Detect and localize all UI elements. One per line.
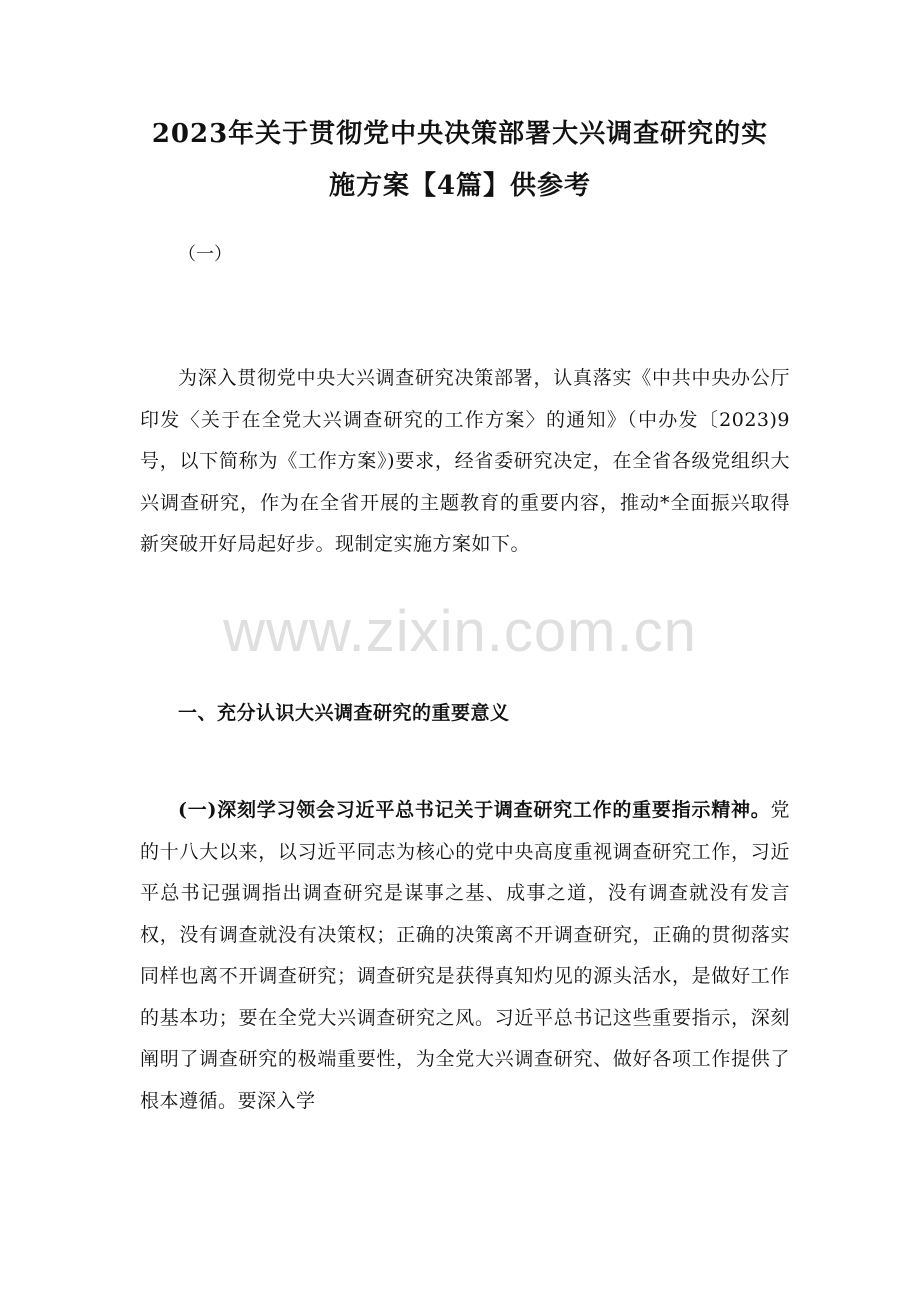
body-paragraph [140,790,790,1122]
watermark: www.zixin.com.cn [223,599,697,664]
document-title: 2023年关于贯彻党中央决策部署大兴调查研究的实施方案【4篇】供参考 [151,119,769,201]
section-heading: 一、充分认识大兴调查研究的重要意义 [178,702,510,724]
intro-paragraph: 为深入贯彻党中央大兴调查研究决策部署，认真落实《中共中央办公厅印发〈关于在全党大兴调查研究的工作方案〉的通知》（中办发〔2023)9号，以下简称为《工作方案》)要求，经省委研究决定，在全省各级党组织大兴调查研究，作为在全省开展的主题教育的重要内容，推动*全面振兴取得新突破开好局起好步。现制定实施方案如下。 [140,367,790,555]
paragraph-lead: (一)深刻学习领会习近平总书记关于调查研究工作的重要指示精神。 [178,799,771,821]
section-marker: （一） [178,244,232,265]
paragraph-body: 党的十八大以来，以习近平同志为核心的党中央高度重视调查研究工作，习近平总书记强调指出调查研究是谋事之基、成事之道，没有调查就没有发言权，没有调查就没有决策权；正确的决策离不开调查研究，正确的贯彻落实同样也离不开调查研究；调查研究是获得真知灼见的源头活水，是做好工作的基本功；要在全党大兴调查研究之风。习近平总书记这些重要指示，深刻阐明了调查研究的极端重要性，为全党大兴调查研究、做好各项工作提供了根本遵循。要深入学 [140,799,790,1112]
